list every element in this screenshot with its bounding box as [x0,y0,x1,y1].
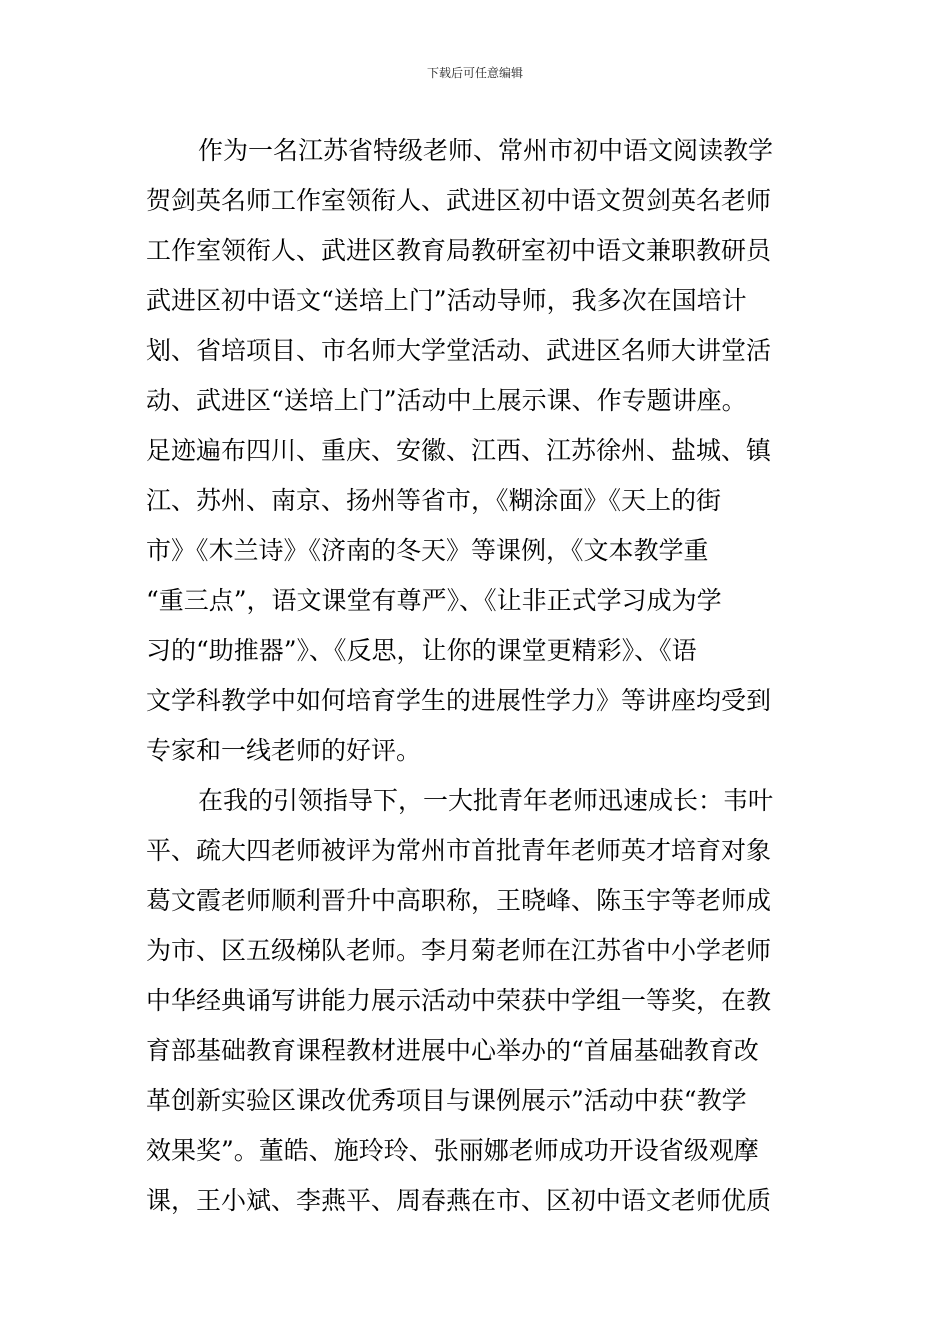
text-line: 育部基础教育课程教材进展中心举办的“首届基础教育改 [146,1036,759,1065]
text-line: 葛文霞老师顺利晋升中高职称，王晓峰、陈玉宇等老师成 [146,886,772,915]
text-line: 作为一名江苏省特级老师、常州市初中语文阅读教学 [198,136,774,165]
text-line: 贺剑英名师工作室领衔人、武进区初中语文贺剑英名老师 [146,186,772,215]
text-line: 课，王小斌、李燕平、周春燕在市、区初中语文老师优质 [146,1186,772,1215]
paragraph-1 [146,126,808,776]
text-line: 习的“助推器”》、《反思，让你的课堂更精彩》、《语 [146,636,697,665]
text-line: 为市、区五级梯队老师。李月菊老师在江苏省中小学老师 [146,936,772,965]
text-line: 文学科教学中如何培育学生的进展性学力》等讲座均受到 [146,686,772,715]
text-line: 武进区初中语文“送培上门”活动导师，我多次在国培计 [146,286,747,315]
text-line: 市》《木兰诗》《济南的冬天》等课例，《文本教学重 [146,536,709,565]
text-line: 足迹遍布四川、重庆、安徽、江西、江苏徐州、盐城、镇 [146,436,772,465]
document-body [146,126,808,1226]
text-line: 革创新实验区课改优秀项目与课例展示”活动中获“教学 [146,1086,747,1115]
paragraph-2 [146,776,808,1226]
text-line: 划、省培项目、市名师大学堂活动、武进区名师大讲堂活 [146,336,772,365]
text-line: 在我的引领指导下，一大批青年老师迅速成长：韦叶 [198,786,774,815]
text-line: 平、疏大四老师被评为常州市首批青年老师英才培育对象 [146,836,772,865]
text-line: 动、武进区“送培上门”活动中上展示课、作专题讲座。 [146,386,747,415]
text-line: 江、苏州、南京、扬州等省市，《糊涂面》《天上的街 [146,486,722,515]
text-line: “重三点”，语文课堂有尊严》、《让非正式学习成为学 [146,586,722,615]
text-line: 专家和一线老师的好评。 [146,736,422,765]
text-line: 中华经典诵写讲能力展示活动中荣获中学组一等奖，在教 [146,986,772,1015]
text-line: 工作室领衔人、武进区教育局教研室初中语文兼职教研员 [146,236,772,265]
page-header: 下载后可任意编辑 [426,66,523,80]
text-line: 效果奖”。董皓、施玲玲、张丽娜老师成功开设省级观摩 [146,1136,759,1165]
